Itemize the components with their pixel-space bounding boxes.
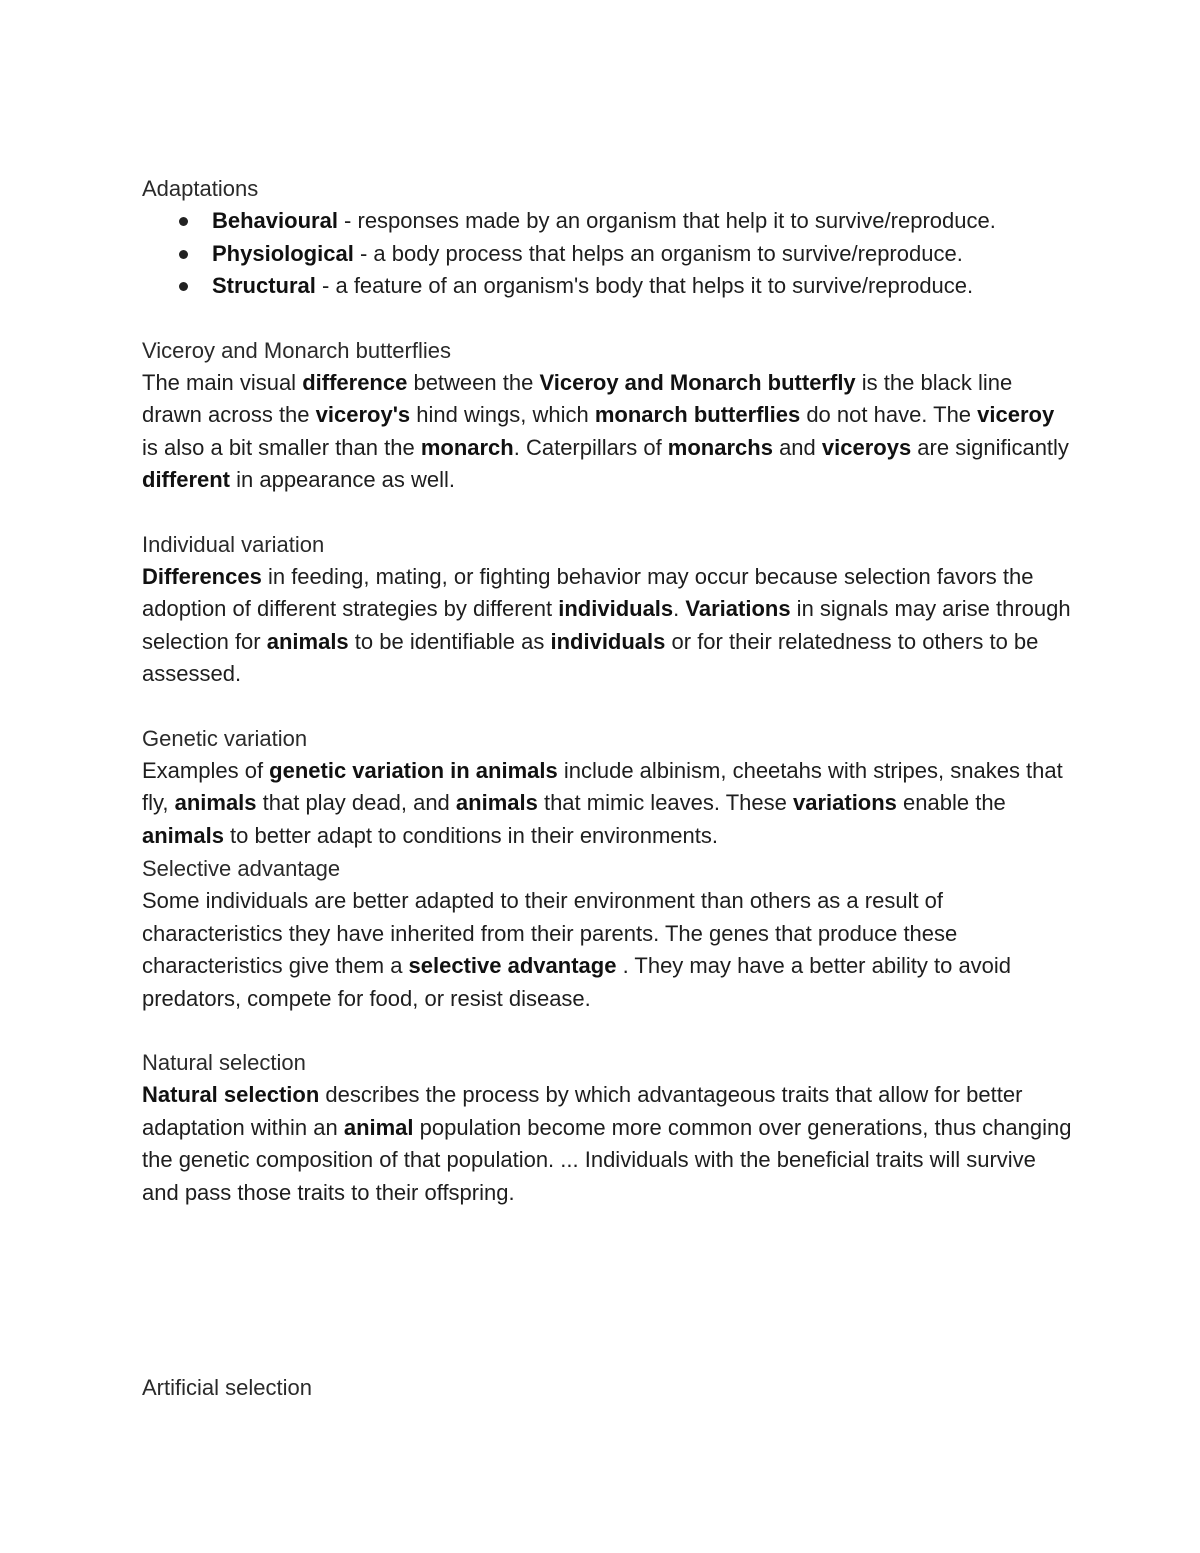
bold-term: animals: [455, 790, 538, 815]
bold-term: selective advantage: [408, 953, 617, 978]
term-physiological: Physiological: [212, 240, 354, 266]
artificial-selection-heading: Artificial selection: [142, 1375, 312, 1400]
text-run: include albinism, cheetahs with stripes, snakes that fly,: [142, 757, 1063, 815]
text-run: that play dead, and: [256, 790, 456, 815]
viceroy-paragraph: [142, 367, 1072, 497]
natural-selection-paragraph: [142, 1079, 1072, 1209]
bold-term: Differences: [142, 563, 262, 589]
definition-physiological: - a body process that helps an organism to survive/reproduce.: [353, 240, 963, 266]
text-run: Examples of: [142, 757, 270, 783]
text-run: population become more common over generations, thus changing the genetic composition of that population. ... Individuals with the beneficial traits will survive and pass those traits to their offspring.: [142, 1114, 1072, 1205]
text-run: that mimic leaves. These: [537, 790, 793, 815]
selective-advantage-paragraph: [142, 885, 1072, 1015]
list-item: [142, 238, 1072, 271]
bold-term: viceroys: [821, 434, 912, 460]
term-structural: Structural: [212, 273, 316, 298]
bold-term: animals: [266, 628, 349, 654]
text-run: The main visual: [142, 369, 303, 395]
bullet-icon: [179, 250, 188, 259]
bold-term: different: [142, 467, 230, 492]
document-page: [142, 172, 1072, 1209]
genetic-variation-paragraph: [142, 755, 1072, 853]
individual-variation-heading: Individual variation: [142, 531, 325, 557]
individual-variation-paragraph: [142, 561, 1072, 691]
bold-term: individuals: [550, 628, 666, 654]
bullet-icon: [179, 282, 188, 291]
natural-selection-heading: Natural selection: [142, 1050, 306, 1075]
text-run: to be identifiable as: [348, 628, 551, 654]
text-run: and: [772, 434, 822, 460]
list-item: [142, 205, 1072, 238]
bold-term: monarchs: [667, 434, 773, 460]
bullet-icon: [179, 217, 188, 226]
bold-term: Variations: [685, 596, 791, 621]
bold-term: viceroy: [977, 402, 1055, 427]
list-item: [142, 270, 1072, 303]
text-run: describes the process by which advantageous traits that allow for better adaptation within an: [142, 1082, 1023, 1140]
text-run: is the black line drawn across the: [142, 369, 1013, 427]
text-run: hind wings, which: [410, 402, 595, 427]
definition-behavioural: - responses made by an organism that help it to survive/reproduce.: [337, 208, 996, 233]
viceroy-heading: Viceroy and Monarch butterflies: [142, 337, 451, 363]
text-run: in feeding, mating, or fighting behavior may occur because selection favors the adoption of different strategies by different: [142, 563, 1034, 621]
text-run: . They may have a better ability to avoid predators, compete for food, or resist disease.: [142, 953, 1012, 1011]
text-run: .: [673, 596, 686, 621]
adaptations-list: [142, 205, 1072, 303]
term-behavioural: Behavioural: [212, 208, 338, 233]
genetic-variation-heading: Genetic variation: [142, 725, 308, 751]
bold-term: variations: [792, 790, 897, 815]
bold-term: genetic variation in animals: [269, 757, 558, 783]
bold-term: animals: [142, 822, 224, 848]
text-run: or for their relatedness to others to be assessed.: [142, 628, 1039, 686]
selective-advantage-heading: Selective advantage: [142, 856, 341, 881]
text-run: in signals may arise through selection for: [142, 596, 1071, 654]
text-run: . Caterpillars of: [513, 434, 668, 460]
text-run: between the: [407, 369, 540, 395]
text-run: in appearance as well.: [230, 467, 456, 492]
text-run: is also a bit smaller than the: [142, 434, 421, 460]
bold-term: individuals: [558, 596, 674, 621]
bold-term: difference: [302, 369, 408, 395]
bold-term: Viceroy and Monarch butterfly: [539, 369, 856, 395]
bold-term: monarch: [420, 434, 514, 460]
text-run: are significantly: [911, 434, 1069, 460]
text-run: Some individuals are better adapted to their environment than others as a result of characteristics they have inherited from their parents. The genes that produce these characteristics give them a: [142, 888, 958, 978]
bold-term: Natural selection: [142, 1082, 320, 1107]
bold-term: animals: [174, 790, 257, 815]
bold-term: viceroy's: [315, 402, 411, 427]
text-run: enable the: [896, 790, 1006, 815]
bold-term: animal: [343, 1114, 414, 1140]
bold-term: monarch butterflies: [594, 402, 801, 427]
adaptations-heading: Adaptations: [142, 176, 259, 201]
text-run: to better adapt to conditions in their environments.: [223, 822, 719, 848]
text-run: do not have. The: [800, 402, 978, 427]
definition-structural: - a feature of an organism's body that helps it to survive/reproduce.: [315, 273, 974, 298]
